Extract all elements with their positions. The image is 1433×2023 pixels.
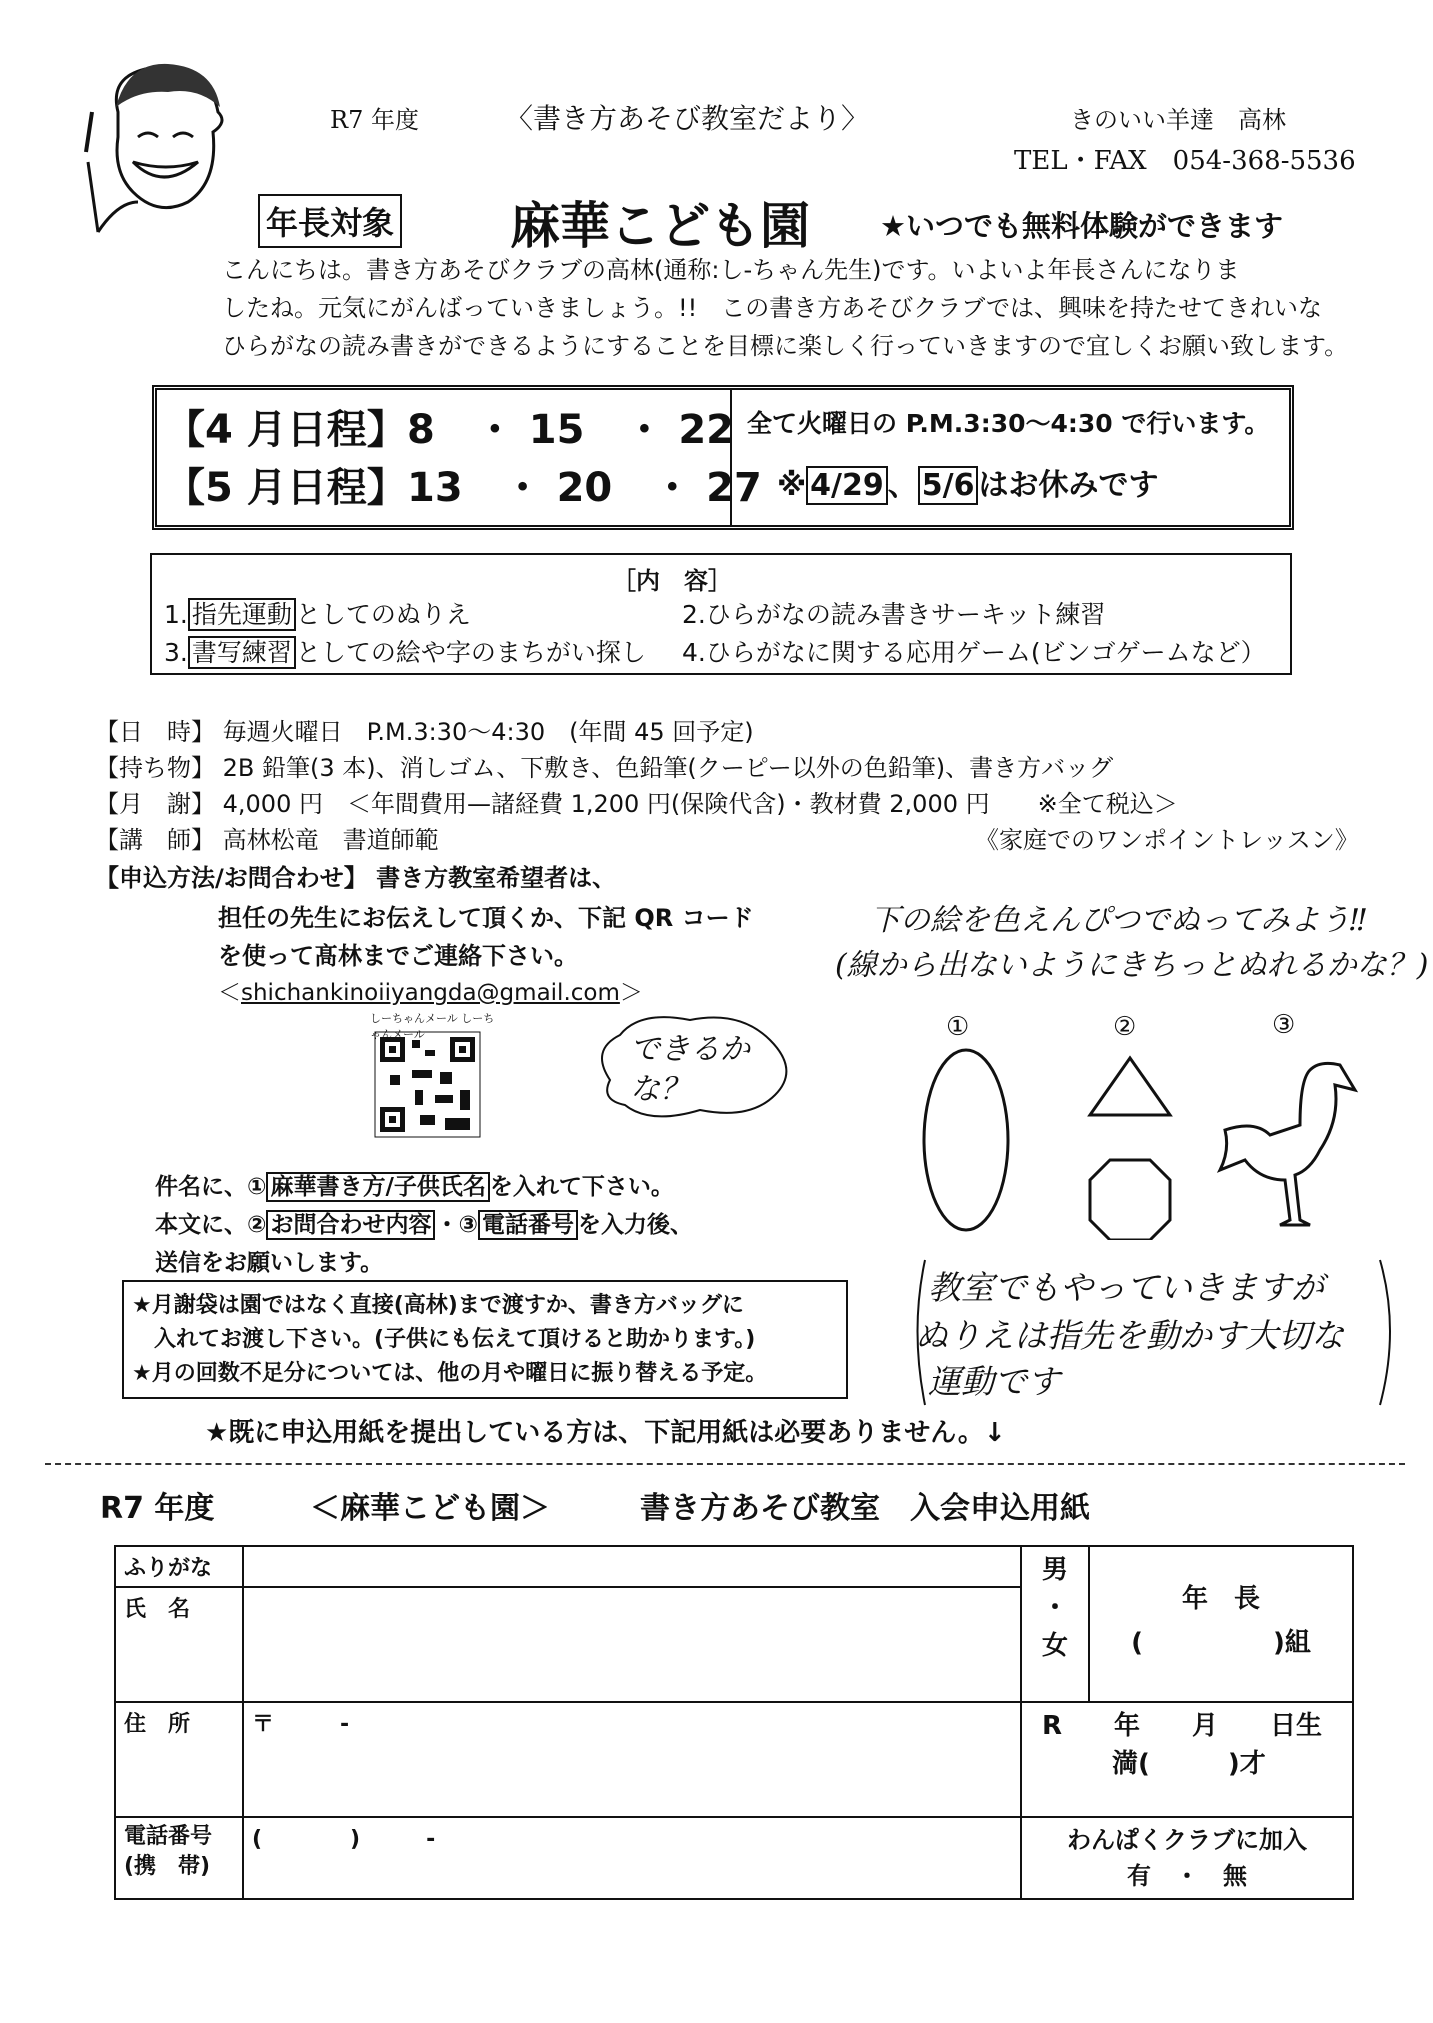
- school-name: 麻華こども園: [510, 197, 810, 255]
- intro-line: こんにちは。書き方あそびクラブの高林(通称:し-ちゃん先生)です。いよいよ年長さんになりま: [222, 256, 1240, 284]
- header-year: R7 年度: [330, 106, 419, 134]
- content-item-2: 2.ひらがなの読み書きサーキット練習: [682, 600, 1106, 629]
- may-label: 【5 月日程】: [165, 465, 407, 511]
- class-field[interactable]: 年 長 ( )組: [1089, 1546, 1353, 1702]
- shape-number-3: ③: [1272, 1010, 1296, 1040]
- target-badge: 年長対象: [258, 194, 402, 248]
- may-dates: 13 ・ 20 ・ 27: [407, 465, 762, 511]
- coloring-line1: 下の絵を色えんぴつでぬってみよう‼: [870, 903, 1366, 938]
- info-fee: 【月 謝】 4,000 円 ＜年間費用—諸経費 1,200 円(保険代含)・教材費 2,000 円 ※全て税込＞: [95, 790, 1178, 818]
- address-label: 住 所: [115, 1702, 243, 1817]
- gender-field[interactable]: 男 ・ 女: [1021, 1546, 1089, 1702]
- holiday-note: ※ 4/29 、 5/6 はお休みです: [777, 468, 1159, 503]
- info-apply-3: を使って髙林までご連絡下さい。: [218, 942, 578, 970]
- club-field[interactable]: わんぱくクラブに加入 有 ・ 無: [1021, 1817, 1353, 1899]
- send-instruction: 送信をお願いします。: [155, 1250, 384, 1276]
- already-note: ★既に申込用紙を提出している方は、下記用紙は必要ありません。↓: [205, 1418, 1006, 1448]
- bird-shape: [1220, 1063, 1355, 1225]
- address-field[interactable]: 〒 -: [243, 1702, 1021, 1817]
- phone-label: 電話番号 (携 帯): [115, 1817, 243, 1899]
- name-label: 氏 名: [115, 1587, 243, 1702]
- birth-field[interactable]: R 年 月 日生 満( )才: [1021, 1702, 1353, 1817]
- name-field[interactable]: [243, 1587, 1021, 1702]
- content-item-3: 3. 書写練習 としての絵や字のまちがい探し: [164, 638, 646, 667]
- note-2: ★月の回数不足分については、他の月や曜日に振り替える予定。: [132, 1361, 768, 1386]
- form-title: 書き方あそび教室 入会申込用紙: [640, 1491, 1090, 1526]
- header-org: きのいい羊達 高林: [1070, 106, 1286, 134]
- notes-box: [122, 1280, 848, 1399]
- form-school: ＜麻華こども園＞: [310, 1491, 550, 1526]
- body-instruction: 本文に、② お問合わせ内容 ・③ 電話番号 を入力後、: [155, 1212, 693, 1238]
- april-dates: 8 ・ 15 ・ 22: [407, 407, 735, 453]
- info-apply: 【申込方法/お問合わせ】 書き方教室希望者は、: [95, 864, 617, 892]
- furigana-field[interactable]: [243, 1546, 1021, 1587]
- cut-line: [45, 1463, 1405, 1465]
- shape-number-1: ①: [946, 1012, 970, 1042]
- header-title: 〈書き方あそび教室だより〉: [505, 102, 870, 135]
- time-note: 全て火曜日の P.M.3:30～4:30 で行います。: [747, 409, 1270, 438]
- subject-instruction: 件名に、① 麻華書き方/子供氏名 を入れて下さい。: [155, 1174, 674, 1200]
- content-item-4: 4.ひらがなに関する応用ゲーム(ビンゴゲームなど）: [682, 638, 1266, 667]
- free-trial-note: ★いつでも無料体験ができます: [880, 209, 1283, 243]
- email-line: ＜shichankinoiiyangda@gmail.com＞: [218, 980, 643, 1006]
- contents-box: [150, 553, 1292, 675]
- bubble-text: できるかな？: [630, 1032, 750, 1107]
- triangle-shape: [1090, 1058, 1170, 1115]
- info-items: 【持ち物】 2B 鉛筆(3 本)、消しゴム、下敷き、色鉛筆(クーピー以外の色鉛筆)、書き方バッグ: [95, 754, 1114, 782]
- content-item-1: 1. 指先運動 としてのぬりえ: [164, 600, 471, 629]
- note-1: ★月謝袋は園ではなく直接(高林)まで渡すか、書き方バッグに: [132, 1293, 744, 1318]
- info-datetime: 【日 時】 毎週火曜日 P.M.3:30～4:30 (年間 45 回予定): [95, 718, 754, 746]
- octagon-shape: [1090, 1160, 1170, 1240]
- schedule-box: [152, 385, 1294, 530]
- header-tel: TEL・FAX 054-368-5536: [1014, 146, 1356, 176]
- memo-line1: 教室でもやっていきますが: [928, 1268, 1324, 1307]
- qr-code[interactable]: しーちゃんメール しーちゃんメール: [350, 1010, 505, 1160]
- email-link[interactable]: shichankinoiiyangda@gmail.com: [241, 980, 620, 1006]
- furigana-label: ふりがな: [115, 1546, 243, 1587]
- info-apply-2: 担任の先生にお伝えして頂くか、下記 QR コード: [218, 904, 754, 932]
- contents-heading: ［内 容］: [612, 567, 732, 595]
- coloring-line2: (線から出ないようにきちっとぬれるかな？): [835, 948, 1429, 983]
- coloring-shapes: [900, 1040, 1360, 1240]
- intro-line: したね。元気にがんばっていきましょう。!! この書き方あそびクラブでは、興味を持たせてきれいな: [222, 294, 1322, 322]
- note-1b: 入れてお渡し下さい。(子供にも伝えて頂けると助かります。): [154, 1327, 756, 1352]
- phone-field[interactable]: ( ) -: [243, 1817, 1021, 1899]
- info-teacher: 【講 師】 高林松竜 書道師範: [95, 826, 439, 854]
- memo-line3: 運動です: [928, 1362, 1060, 1401]
- intro-line: ひらがなの読み書きができるようにすることを目標に楽しく行っていきますので宜しくお願い致します。: [222, 332, 1349, 360]
- memo-line2: ぬりえは指先を動かす大切な: [915, 1316, 1344, 1355]
- application-form: [114, 1545, 1354, 1900]
- teacher-caricature: [78, 52, 248, 272]
- lesson-title: 《家庭でのワンポイントレッスン》: [975, 826, 1359, 854]
- shape-number-2: ②: [1113, 1012, 1137, 1042]
- april-label: 【4 月日程】: [165, 407, 407, 453]
- form-year: R7 年度: [100, 1491, 215, 1526]
